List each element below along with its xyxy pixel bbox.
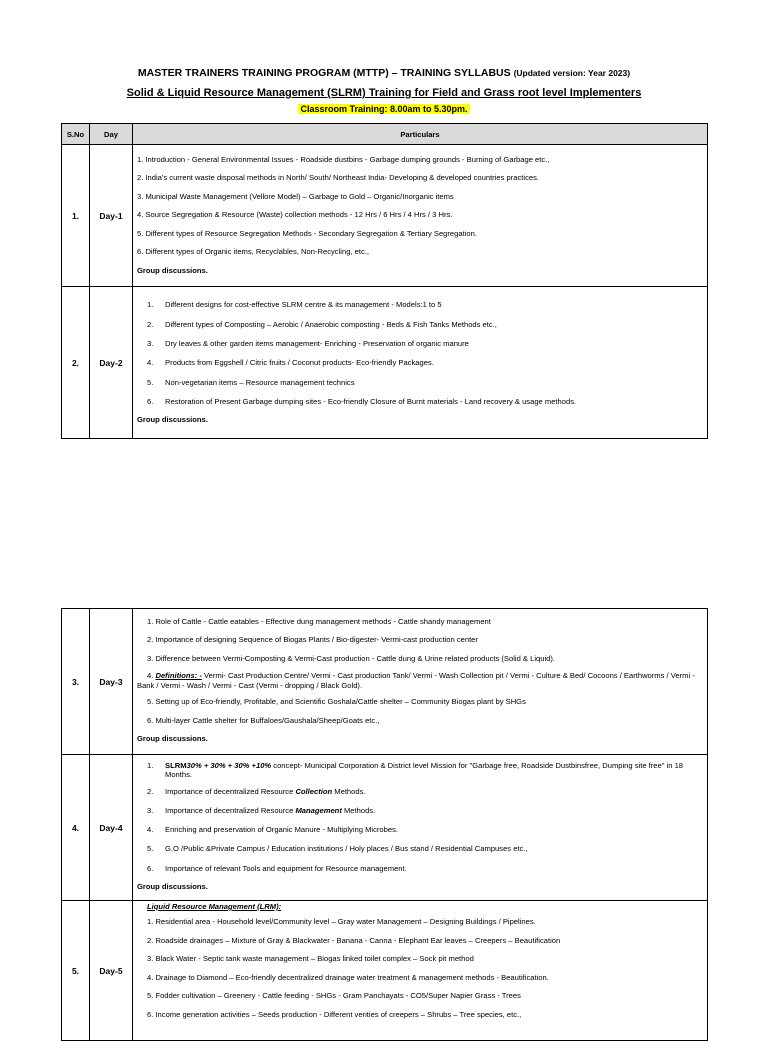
list-item: 5. Setting up of Eco-friendly, Profitable, and Scientific Goshala/Cattle shelter – Community Biogas plant by SHGs	[147, 697, 526, 706]
classroom-timing: Classroom Training: 8.00am to 5.30pm.	[300, 104, 468, 114]
group-discussions: Group discussions.	[137, 415, 208, 425]
list-item: 5. G.O /Public &Private Campus / Education institutions / Holy places / Bus stand / Residential Campuses etc.,	[147, 844, 528, 854]
sno-cell: 1.	[62, 145, 90, 287]
table-row-day5	[62, 901, 708, 1041]
day-cell: Day-4	[90, 755, 133, 901]
list-item: 6. Income generation activities – Seeds production - Different verities of creepers – Shrubs – Tree species, etc.,	[147, 1009, 522, 1019]
list-item: 5. Different types of Resource Segregation Methods - Secondary Segregation & Tertiary Segregation.	[137, 228, 477, 238]
particulars-cell	[133, 755, 708, 901]
list-item: 1. Introduction - General Environmental Issues - Roadside dustbins - Garbage dumping grounds - Burning of Garbage etc.,	[137, 154, 550, 164]
list-item: 1. Role of Cattle - Cattle eatables - Effective dung management methods - Cattle shandy management	[147, 616, 491, 626]
list-item: 4. Enriching and preservation of Organic Manure - Multiplying Microbes.	[147, 825, 398, 835]
list-item: 6. Restoration of Present Garbage dumping sites - Eco-friendly Closure of Burnt materials - Land recovery & usage methods.	[147, 396, 577, 406]
list-item: 4. Definitions: - Vermi- Cast Production Centre/ Vermi - Cast production Tank/ Vermi - Wash Collection pit / Vermi - Culture & Bed/ Cocoons / Earthworms / Vermi - Bank / Vermi - Wash / Vermi - Cast (Vermi - dropping / Black Gold).	[137, 671, 695, 690]
list-item: 1. Different designs for cost-effective SLRM centre & its management - Models:1 to 5	[147, 300, 442, 310]
sno-cell: 5.	[62, 901, 90, 1041]
list-item: 4. Source Segregation & Resource (Waste) collection methods - 12 Hrs / 6 Hrs / 4 Hrs / 3 Hrs.	[137, 210, 453, 220]
list-item: 2. Different types of Composting – Aerobic / Anaerobic composting - Beds & Fish Tanks Methods etc.,	[147, 319, 497, 329]
particulars-cell	[133, 287, 708, 439]
particulars-cell	[133, 609, 708, 755]
list-item: 3. Municipal Waste Management (Vellore Model) – Garbage to Gold – Organic/Inorganic items	[137, 191, 454, 201]
list-item: 4. Products from Eggshell / Citric fruits / Coconut products- Eco-friendly Packages.	[147, 358, 434, 368]
list-item: 3. Black Water - Septic tank waste management – Biogas linked toilet complex – Sock pit method	[147, 954, 474, 963]
table-row-day1	[62, 145, 708, 287]
version-note: (Updated version: Year 2023)	[513, 68, 631, 78]
list-item: 3. Importance of decentralized Resource Management Methods.	[147, 805, 376, 815]
sno-cell: 2.	[62, 287, 90, 439]
list-item: 5. Non-vegetarian items – Resource management technics	[147, 377, 355, 387]
lrm-heading: Liquid Resource Management (LRM):	[147, 902, 282, 911]
group-discussions: Group discussions.	[137, 265, 208, 275]
list-item: 6. Different types of Organic items, Recyclables, Non-Recycling, etc.,	[137, 247, 369, 257]
day-cell: Day-5	[90, 901, 133, 1041]
table-row-day3	[62, 609, 708, 755]
day-cell: Day-3	[90, 609, 133, 755]
group-discussions: Group discussions.	[137, 881, 208, 891]
day-cell: Day-2	[90, 287, 133, 439]
table-row-day4	[62, 755, 708, 901]
list-item: 3. Difference between Vermi-Composting & Vermi-Cast production - Cattle dung & Urine related products (Solid & Liquid).	[147, 653, 556, 663]
col-day: Day	[90, 124, 133, 145]
table-header-row	[62, 124, 708, 145]
sno-cell: 4.	[62, 755, 90, 901]
document-title: MASTER TRAINERS TRAINING PROGRAM (MTTP) – TRAINING SYLLABUS (Updated version: Year 2023)	[137, 67, 631, 79]
list-item: 4. Drainage to Diamond – Eco-friendly decentralized drainage water treatment & management methods - Beautification.	[147, 972, 549, 982]
list-item: 6. Importance of relevant Tools and equipment for Resource management.	[147, 863, 407, 873]
day-cell: Day-1	[90, 145, 133, 287]
list-item: 3. Dry leaves & other garden items management- Enriching - Preservation of organic manure	[147, 338, 469, 348]
list-item: 6. Multi-layer Cattle shelter for Buffaloes/Gaushala/Sheep/Goats etc.,	[147, 715, 380, 725]
syllabus-table-page1	[61, 123, 708, 439]
list-item: 5. Fodder cultivation – Greenery - Cattle feeding - SHGs - Gram Panchayats - CO5/Super Napier Grass - Trees	[147, 991, 521, 1000]
col-particulars: Particulars	[133, 124, 708, 145]
particulars-cell	[133, 901, 708, 1041]
list-item: 2. Importance of decentralized Resource Collection Methods.	[147, 786, 366, 796]
sno-cell: 3.	[62, 609, 90, 755]
col-sno: S.No	[62, 124, 90, 145]
table-row-day2	[62, 287, 708, 439]
list-item: 2. India's current waste disposal methods in North/ South/ Northeast India- Developing & developed countries practices.	[137, 173, 540, 183]
list-item: 2. Roadside drainages – Mixture of Gray & Blackwater - Banana - Canna - Elephant Ear leaves – Creepers – Beautification	[147, 935, 561, 945]
particulars-cell	[133, 145, 708, 287]
list-item: 1. Residential area - Household level/Community level – Gray water Management – Designing Buildings / Pipelines.	[147, 917, 536, 926]
syllabus-table-page2	[61, 608, 708, 1041]
group-discussions: Group discussions.	[137, 734, 208, 743]
document-subtitle: Solid & Liquid Resource Management (SLRM) Training for Field and Grass root level Implementers	[126, 87, 642, 99]
list-item: 1. SLRM30% + 30% + 30% +10% concept- Municipal Corporation & District level Mission for "Garbage free, Roadside Dustbinsfree, Dumping site free" in 18 Months.	[147, 760, 684, 779]
definitions-label: Definitions: -	[155, 671, 202, 680]
list-item: 2. Importance of designing Sequence of Biogas Plants / Bio-digester- Vermi-cast production center	[147, 635, 478, 644]
